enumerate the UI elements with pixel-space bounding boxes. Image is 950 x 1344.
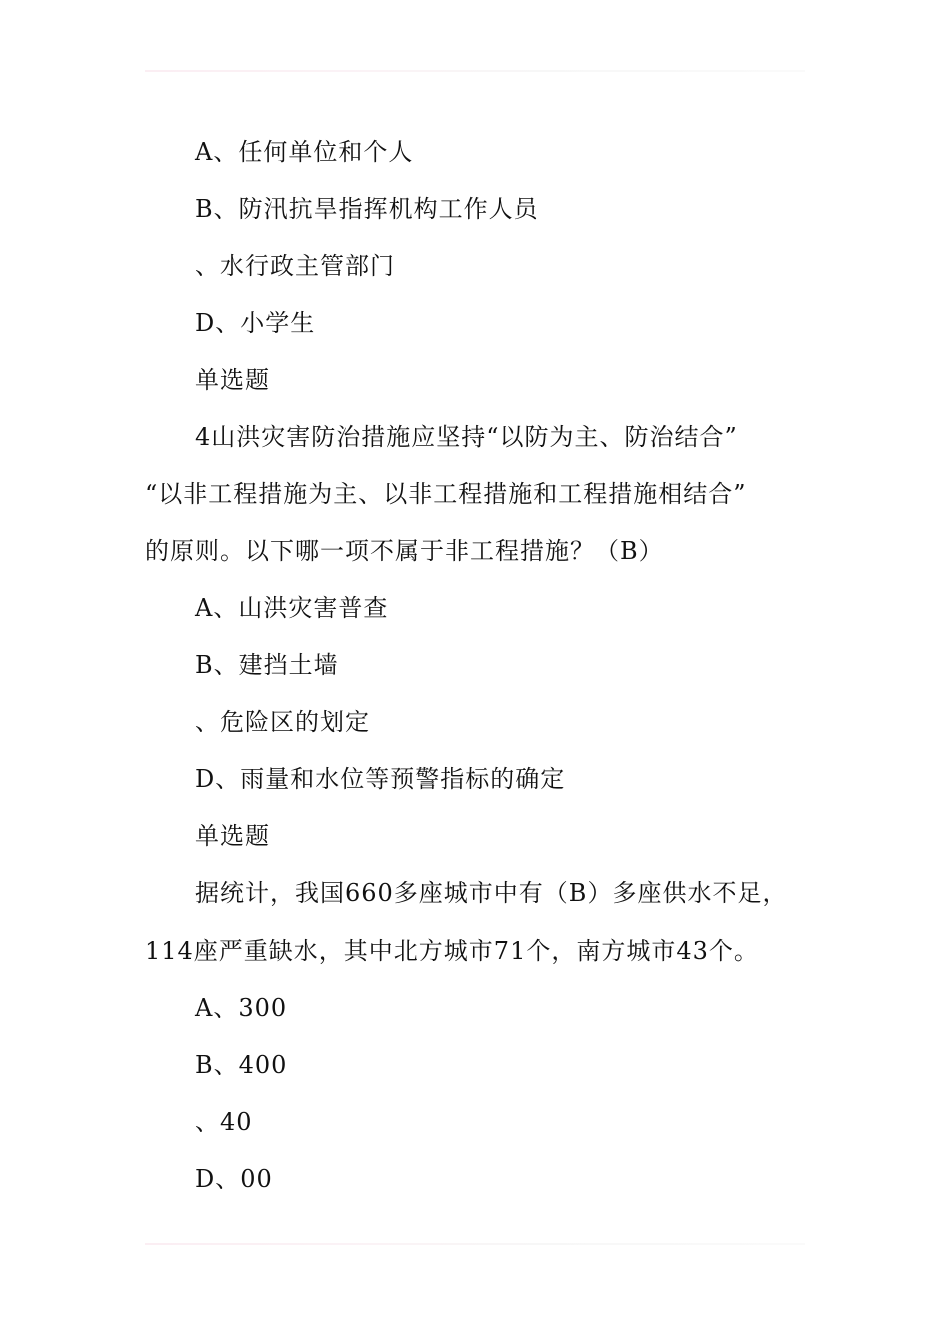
question-text-line: “以非工程措施为主、以非工程措施和工程措施相结合”: [145, 480, 747, 508]
option-a-line: A、300: [195, 994, 288, 1022]
option-c-line: 、危险区的划定: [195, 708, 370, 736]
option-d-line: D、小学生: [195, 309, 316, 337]
question-type-label: 单选题: [195, 822, 270, 850]
question-text-line: 4山洪灾害防治措施应坚持“以防为主、防治结合”: [195, 423, 738, 451]
question-text-line: 114座严重缺水，其中北方城市71个，南方城市43个。: [145, 937, 759, 965]
option-b-line: B、防汛抗旱指挥机构工作人员: [195, 195, 539, 223]
header-rule: [145, 70, 805, 72]
option-a-line: A、山洪灾害普查: [195, 594, 389, 622]
option-b-line: B、400: [195, 1051, 288, 1079]
option-d-line: D、00: [195, 1165, 273, 1193]
option-a-line: A、任何单位和个人: [195, 138, 414, 166]
option-c-line: 、40: [195, 1108, 253, 1136]
question-text-line: 的原则。以下哪一项不属于非工程措施？（B）: [145, 537, 664, 565]
option-b-line: B、建挡土墙: [195, 651, 339, 679]
question-type-label: 单选题: [195, 366, 270, 394]
option-d-line: D、雨量和水位等预警指标的确定: [195, 765, 566, 793]
question-text-line: 据统计，我国660多座城市中有（B）多座供水不足，: [195, 879, 788, 907]
footer-rule: [145, 1243, 805, 1245]
option-c-line: 、水行政主管部门: [195, 252, 395, 280]
